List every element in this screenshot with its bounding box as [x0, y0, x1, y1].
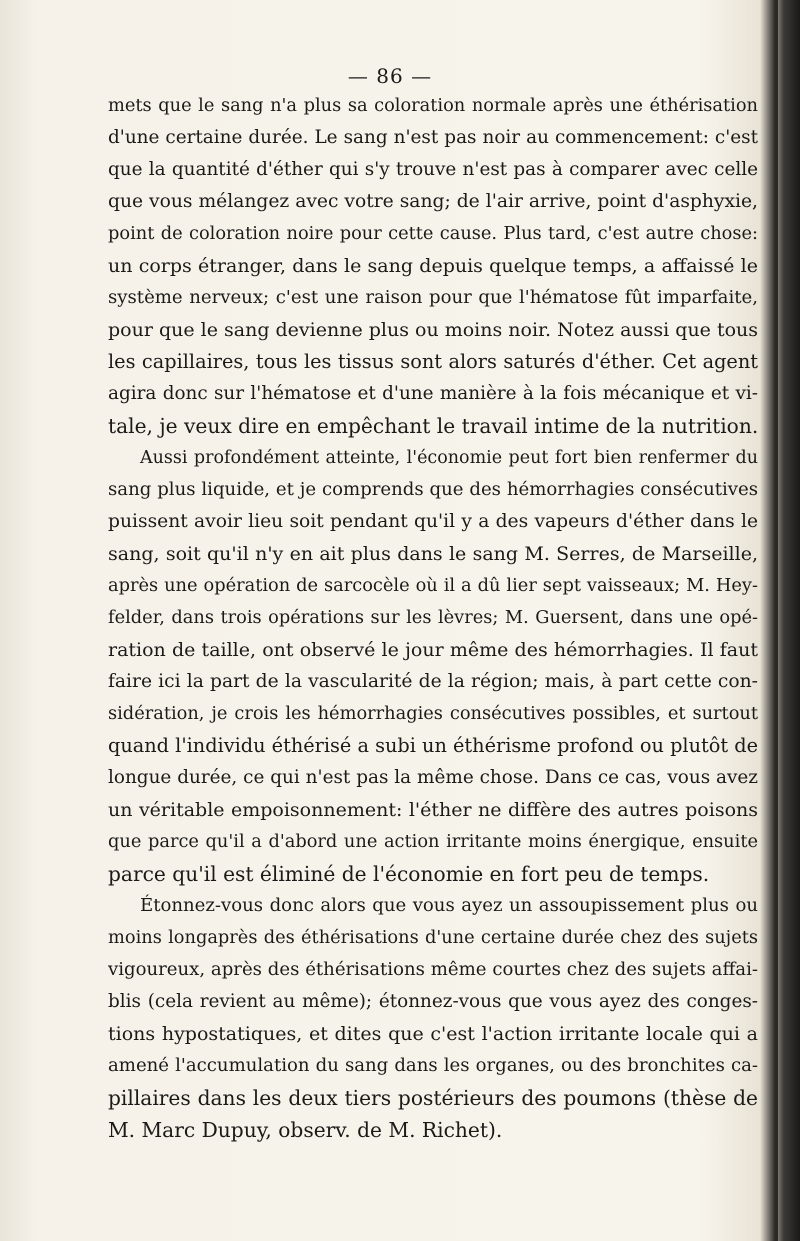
- text-line: que la quantité d'éther qui s'y trouve n'est pas à comparer avec celle: [108, 159, 758, 180]
- text-line: mets que le sang n'a plus sa coloration normale après une éthérisation: [108, 95, 758, 116]
- text-line: Aussi profondément atteinte, l'économie peut fort bien renfermer du: [140, 448, 758, 468]
- text-line: point de coloration noire pour cette cause. Plus tard, c'est autre chose:: [108, 223, 758, 244]
- body-text: [108, 90, 758, 1146]
- text-line: tale, je veux dire en empêchant le travail intime de la nutrition.: [108, 414, 758, 438]
- text-line: tions hypostatiques, et dites que c'est l'action irritante locale qui a: [108, 1023, 758, 1045]
- page-number: — 86 —: [347, 64, 433, 88]
- text-line: que parce qu'il a d'abord une action irritante moins énergique, ensuite: [108, 831, 758, 852]
- text-line: pour que le sang devienne plus ou moins noir. Notez aussi que tous: [108, 319, 758, 341]
- page-edge-shadow: [778, 0, 800, 1241]
- text-line: agira donc sur l'hématose et d'une manière à la fois mécanique et vi-: [108, 383, 758, 404]
- text-line: puissent avoir lieu soit pendant qu'il y a des vapeurs d'éther dans le: [108, 511, 758, 532]
- text-line: système nerveux; c'est une raison pour que l'hématose fût imparfaite,: [108, 287, 758, 308]
- text-line: parce qu'il est éliminé de l'économie en fort peu de temps.: [108, 862, 710, 886]
- text-line: faire ici la part de la vascularité de la région; mais, à part cette con-: [108, 671, 758, 692]
- text-line: que vous mélangez avec votre sang; de l'air arrive, point d'asphyxie,: [108, 191, 758, 212]
- text-line: felder, dans trois opérations sur les lèvres; M. Guersent, dans une opé-: [108, 607, 758, 628]
- text-line: longue durée, ce qui n'est pas la même chose. Dans ce cas, vous avez: [108, 767, 758, 788]
- text-line: un corps étranger, dans le sang depuis quelque temps, a affaissé le: [108, 255, 758, 277]
- text-line: d'une certaine durée. Le sang n'est pas noir au commencement: c'est: [108, 127, 758, 148]
- text-line: moins longaprès des éthérisations d'une certaine durée chez des sujets: [108, 927, 758, 948]
- text-line: vigoureux, après des éthérisations même courtes chez des sujets affai-: [108, 959, 758, 980]
- text-line: les capillaires, tous les tissus sont alors saturés d'éther. Cet agent: [108, 350, 758, 373]
- text-line: après une opération de sarcocèle où il a dû lier sept vaisseaux; M. Hey-: [108, 575, 758, 596]
- text-line: M. Marc Dupuy, observ. de M. Richet).: [108, 1118, 503, 1142]
- text-line: blis (cela revient au même); étonnez-vous que vous ayez des conges-: [108, 991, 758, 1012]
- text-line: quand l'individu éthérisé a subi un éthérisme profond ou plutôt de: [108, 734, 758, 757]
- text-line: Étonnez-vous donc alors que vous ayez un assoupissement plus ou: [140, 895, 758, 916]
- text-line: sang, soit qu'il n'y en ait plus dans le sang M. Serres, de Marseille,: [108, 543, 758, 565]
- text-line: amené l'accumulation du sang dans les organes, ou des bronchites ca-: [108, 1055, 758, 1076]
- text-line: sang plus liquide, et je comprends que des hémorrhagies consécutives: [108, 479, 758, 500]
- text-line: un véritable empoisonnement: l'éther ne diffère des autres poisons: [108, 799, 758, 821]
- text-line: sidération, je crois les hémorrhagies consécutives possibles, et surtout: [108, 703, 758, 724]
- text-line: ration de taille, ont observé le jour même des hémorrhagies. Il faut: [108, 639, 758, 661]
- text-line: pillaires dans les deux tiers postérieurs des poumons (thèse de: [108, 1086, 758, 1110]
